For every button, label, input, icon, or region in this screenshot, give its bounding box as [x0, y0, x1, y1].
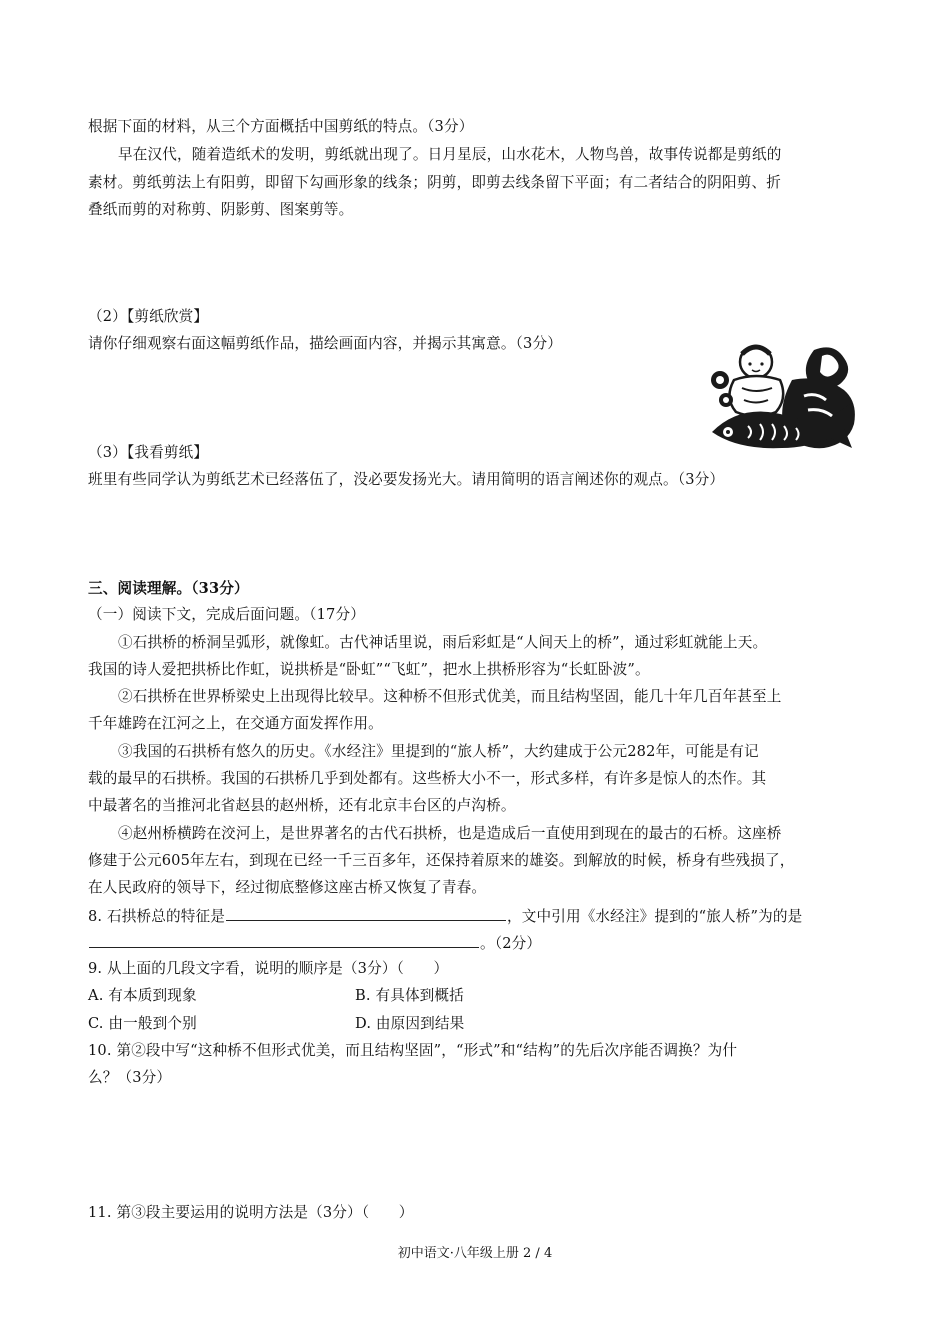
q8-line-1 — [88, 905, 868, 927]
paragraph-1-line-2: 我国的诗人爱把拱桥比作虹，说拱桥是“卧虹”“飞虹”，把水上拱桥形容为“长虹卧波”。 — [88, 661, 650, 678]
paragraph-1-line-1: ①石拱桥的桥洞呈弧形，就像虹。古代神话里说，雨后彩虹是“人间天上的桥”，通过彩虹就能上天。 — [118, 634, 768, 651]
q8-prefix: 8. 石拱桥总的特征是 — [88, 908, 225, 925]
q9-option-b[interactable]: B. 有具体到概括 — [355, 987, 464, 1004]
paragraph-4-line-2: 修建于公元605年左右，到现在已经一千三百多年，还保持着原来的雄姿。到解放的时候，桥身有些残损了， — [88, 852, 795, 869]
q8-line-2 — [88, 932, 868, 954]
q10-prompt-line-2: 么？（3分） — [88, 1069, 172, 1086]
paragraph-3-line-1: ③我国的石拱桥有悠久的历史。《水经注》里提到的“旅人桥”，大约建成于公元282年，可能是有记 — [118, 743, 759, 760]
reading-1-instruction: （一）阅读下文，完成后面问题。（17分） — [88, 606, 365, 623]
q2-prompt: 请你仔细观察右面这幅剪纸作品，描绘画面内容，并揭示其寓意。（3分） — [88, 335, 562, 352]
material-line-3: 叠纸而剪的对称剪、阴影剪、图案剪等。 — [88, 201, 354, 218]
paragraph-4-line-1: ④赵州桥横跨在洨河上，是世界著名的古代石拱桥，也是造成后一直使用到现在的最古的石桥。这座桥 — [118, 825, 782, 842]
page-footer: 初中语文·八年级上册 2 / 4 — [397, 1246, 553, 1261]
paragraph-3-line-2: 载的最早的石拱桥。我国的石拱桥几乎到处都有。这些桥大小不一，形式多样，有许多是惊人的杰作。其 — [88, 770, 767, 787]
q9-option-a[interactable]: A. 有本质到现象 — [88, 987, 197, 1004]
q8-middle: ，文中引用《水经注》提到的“旅人桥”为的是 — [506, 908, 803, 925]
q9-option-c[interactable]: C. 由一般到个别 — [88, 1015, 197, 1032]
q8-suffix: 。（2分） — [480, 935, 542, 952]
q9-option-d[interactable]: D. 由原因到结果 — [355, 1015, 465, 1032]
q3-title: （3）【我看剪纸】 — [88, 444, 209, 461]
paragraph-2-line-2: 千年雄跨在江河之上，在交通方面发挥作用。 — [88, 715, 383, 732]
paragraph-2-line-1: ②石拱桥在世界桥梁史上出现得比较早。这种桥不但形式优美，而且结构坚固，能几十年几百年甚至上 — [118, 688, 782, 705]
section-3-heading: 三、阅读理解。（33分） — [88, 580, 249, 597]
q10-prompt-line-1: 10. 第②段中写“这种桥不但形式优美，而且结构坚固”，“形式”和“结构”的先后次序能否调换？为什 — [88, 1042, 738, 1059]
q9-prompt: 9. 从上面的几段文字看，说明的顺序是（3分）（ ） — [88, 960, 449, 977]
q8-answer-blank-1[interactable] — [226, 905, 506, 921]
material-line-1: 早在汉代，随着造纸术的发明，剪纸就出现了。日月星辰，山水花木，人物鸟兽，故事传说都是剪纸的 — [118, 146, 782, 163]
q2-title: （2）【剪纸欣赏】 — [88, 308, 209, 325]
q8-answer-blank-2[interactable] — [89, 932, 479, 948]
q11-prompt: 11. 第③段主要运用的说明方法是（3分）（ ） — [88, 1204, 414, 1221]
material-line-2: 素材。剪纸剪法上有阳剪，即留下勾画形象的线条；阴剪，即剪去线条留下平面；有二者结合的阴阳剪、折 — [88, 174, 781, 191]
paragraph-4-line-3: 在人民政府的领导下，经过彻底整修这座古桥又恢复了青春。 — [88, 879, 487, 896]
paragraph-3-line-3: 中最著名的当推河北省赵县的赵州桥，还有北京丰台区的卢沟桥。 — [88, 797, 516, 814]
q3-prompt: 班里有些同学认为剪纸艺术已经落伍了，没必要发扬光大。请用简明的语言阐述你的观点。（3分） — [88, 471, 725, 488]
q1-prompt: 根据下面的材料，从三个方面概括中国剪纸的特点。（3分） — [88, 118, 474, 135]
